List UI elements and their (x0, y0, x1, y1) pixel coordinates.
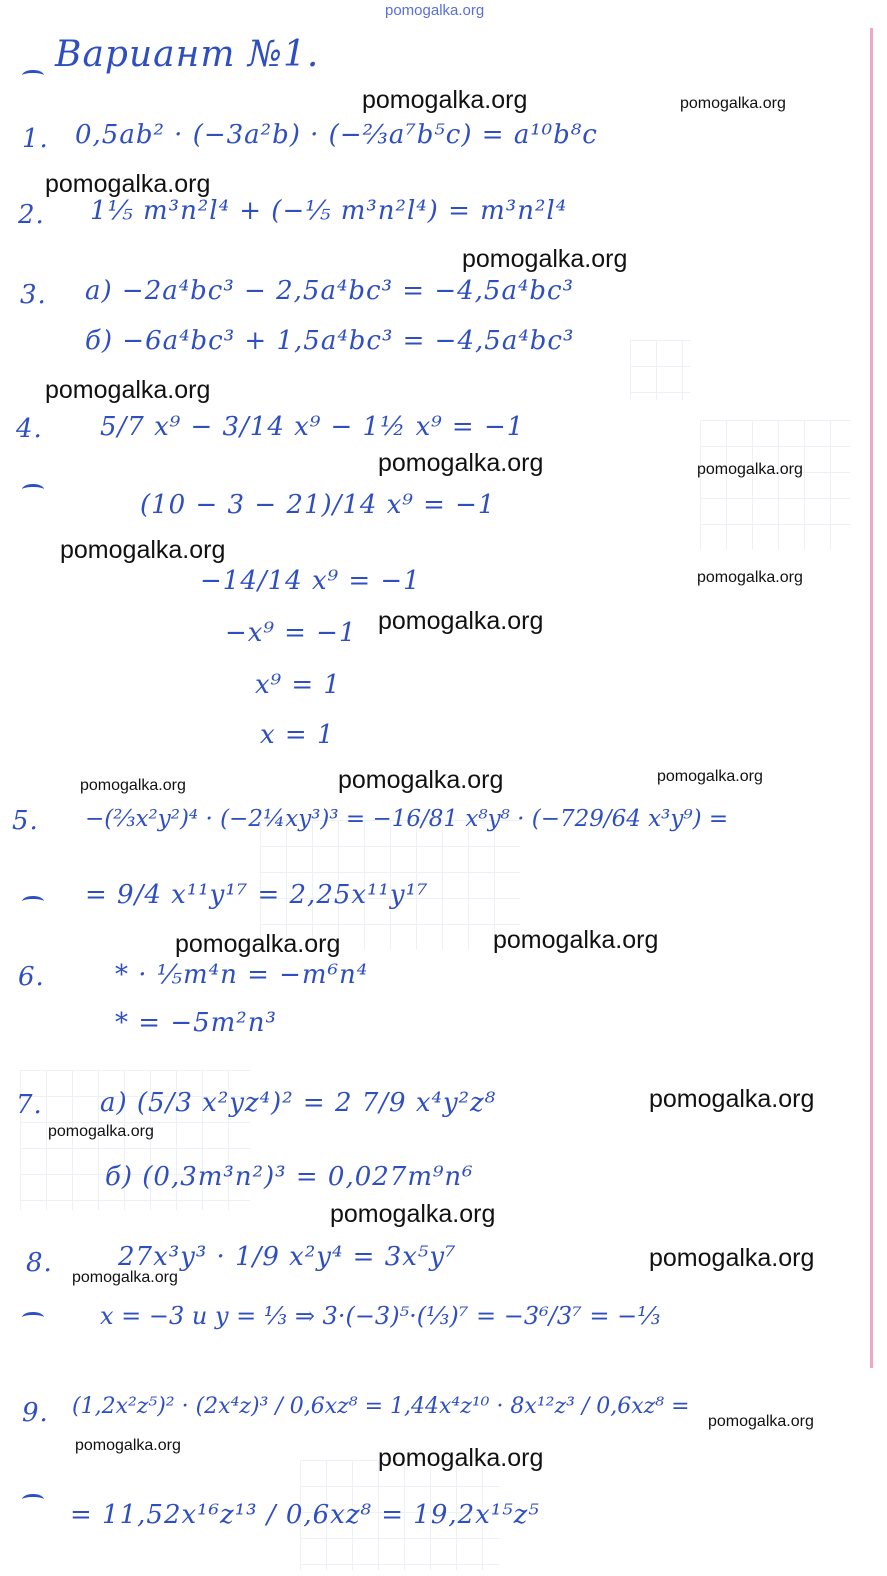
problem-9-number: 9. (22, 1398, 49, 1428)
problem-7-number: 7. (16, 1090, 43, 1120)
problem-3-number: 3. (20, 280, 47, 310)
watermark-top: pomogalka.org (385, 2, 485, 19)
watermark: pomogalka.org (378, 607, 544, 635)
watermark: pomogalka.org (338, 766, 504, 794)
problem-9-line-1: (1,2x²z⁵)² · (2x⁴z)³ / 0,6xz⁸ = 1,44x⁴z¹⁰ · 8x¹²z³ / 0,6xz⁸ = (72, 1394, 690, 1419)
problem-6-line-1: * · ⅕m⁴n = −m⁶n⁴ (115, 960, 369, 990)
watermark: pomogalka.org (378, 1444, 544, 1472)
watermark: pomogalka.org (697, 569, 803, 586)
problem-8-line-1: 27x³y³ · 1/9 x²y⁴ = 3x⁵y⁷ (118, 1242, 457, 1272)
grid-patch (630, 340, 690, 400)
grid-patch (700, 420, 850, 550)
page-title: Вариант №1. (55, 34, 320, 75)
problem-2-line-1: 1⅕ m³n²l⁴ + (−⅕ m³n²l⁴) = m³n²l⁴ (90, 196, 568, 226)
problem-4-line-2: (10 − 3 − 21)/14 x⁹ = −1 (140, 490, 496, 520)
watermark: pomogalka.org (462, 245, 628, 273)
problem-4-line-6: x = 1 (260, 720, 335, 750)
watermark: pomogalka.org (649, 1244, 815, 1272)
watermark: pomogalka.org (45, 170, 211, 198)
watermark: pomogalka.org (175, 930, 341, 958)
watermark: pomogalka.org (657, 768, 763, 785)
problem-5-number: 5. (12, 806, 39, 836)
watermark: pomogalka.org (60, 536, 226, 564)
problem-8-number: 8. (26, 1248, 53, 1278)
watermark: pomogalka.org (493, 926, 659, 954)
problem-4-number: 4. (16, 414, 43, 444)
problem-3-line-1: а) −2a⁴bc³ − 2,5a⁴bc³ = −4,5a⁴bc³ (85, 276, 575, 306)
watermark: pomogalka.org (80, 777, 186, 794)
problem-4-line-5: x⁹ = 1 (255, 670, 341, 700)
margin-line (870, 28, 873, 1368)
watermark: pomogalka.org (697, 461, 803, 478)
problem-6-line-2: * = −5m²n³ (115, 1008, 277, 1038)
problem-5-line-1: −(⅔x²y²)⁴ · (−2¼xy³)³ = −16/81 x⁸y⁸ · (−729/64 x³y⁹) = (85, 806, 729, 832)
problem-7-line-2: б) (0,3m³n²)³ = 0,027m⁹n⁶ (105, 1162, 474, 1192)
watermark: pomogalka.org (75, 1437, 181, 1454)
problem-8-line-2: x = −3 и y = ⅓ ⇒ 3·(−3)⁵·(⅓)⁷ = −3⁶/3⁷ = −⅓ (100, 1302, 661, 1330)
watermark: pomogalka.org (708, 1413, 814, 1430)
problem-6-number: 6. (18, 962, 45, 992)
margin-mark (22, 70, 44, 81)
problem-4-line-3: −14/14 x⁹ = −1 (200, 566, 421, 596)
problem-1-line-1: 0,5ab² · (−3a²b) · (−⅔a⁷b⁵c) = a¹⁰b⁸c (75, 120, 598, 150)
margin-mark (22, 1494, 44, 1505)
watermark: pomogalka.org (680, 95, 786, 112)
watermark: pomogalka.org (72, 1269, 178, 1286)
problem-9-line-2: = 11,52x¹⁶z¹³ / 0,6xz⁸ = 19,2x¹⁵z⁵ (70, 1500, 540, 1530)
problem-5-line-2: = 9/4 x¹¹y¹⁷ = 2,25x¹¹y¹⁷ (85, 880, 429, 910)
problem-4-line-4: −x⁹ = −1 (225, 618, 357, 648)
problem-4-line-1: 5/7 x⁹ − 3/14 x⁹ − 1½ x⁹ = −1 (100, 412, 525, 442)
watermark: pomogalka.org (362, 86, 528, 114)
problem-2-number: 2. (18, 200, 45, 230)
problem-1-number: 1. (22, 124, 49, 154)
watermark: pomogalka.org (378, 449, 544, 477)
problem-7-line-1: а) (5/3 x²yz⁴)² = 2 7/9 x⁴y²z⁸ (100, 1088, 497, 1118)
margin-mark (22, 484, 44, 495)
margin-mark (22, 1312, 44, 1323)
watermark: pomogalka.org (48, 1123, 154, 1140)
watermark: pomogalka.org (649, 1085, 815, 1113)
watermark: pomogalka.org (330, 1200, 496, 1228)
watermark: pomogalka.org (45, 376, 211, 404)
margin-mark (22, 896, 44, 907)
problem-3-line-2: б) −6a⁴bc³ + 1,5a⁴bc³ = −4,5a⁴bc³ (85, 326, 575, 356)
